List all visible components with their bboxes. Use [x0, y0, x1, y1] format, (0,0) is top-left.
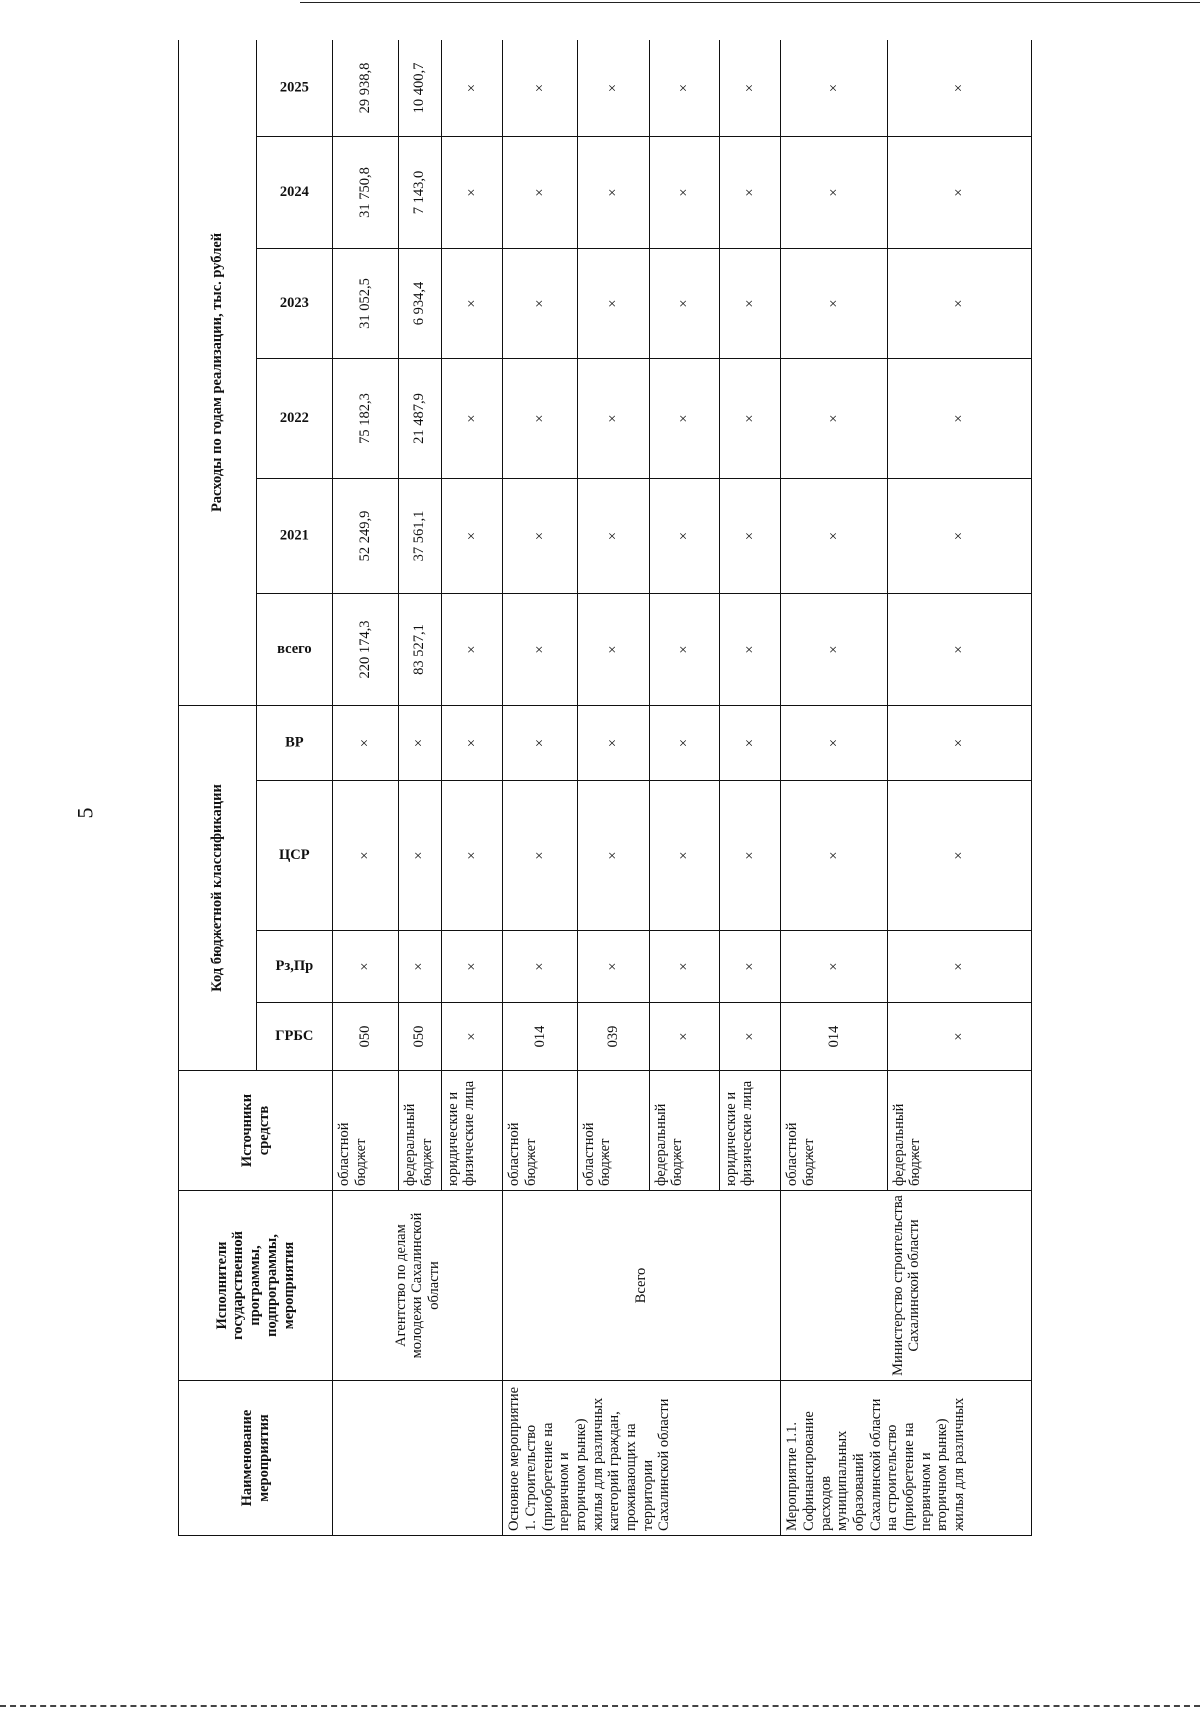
y2021-cell: ×: [503, 479, 577, 594]
header-expenses-group: Расходы по годам реализации, тыс. рублей: [179, 40, 257, 706]
y2024-cell: ×: [441, 137, 503, 249]
y2024-cell: ×: [577, 137, 649, 249]
y2023-cell: 31 052,5: [333, 249, 399, 359]
y2025-cell: ×: [887, 40, 1031, 137]
grbs-cell: 050: [333, 1003, 399, 1071]
vr-cell: ×: [503, 706, 577, 781]
total-cell: ×: [649, 594, 719, 706]
grbs-cell: ×: [719, 1003, 781, 1071]
y2025-cell: ×: [719, 40, 781, 137]
header-grbs: [257, 1003, 333, 1071]
header-2022-text: 2022: [279, 410, 309, 427]
header-2023: [257, 249, 333, 359]
y2022-cell: ×: [441, 359, 503, 479]
grbs-cell: 039: [577, 1003, 649, 1071]
row-name-cell: Основное мероприятие 1. Строительство (приобретение на первичном и вторичном рынке) жилья для различных категорий граждан, проживающих на территории Сахалинской области: [503, 1381, 781, 1536]
rzpr-cell: ×: [887, 931, 1031, 1003]
y2023-cell: ×: [649, 249, 719, 359]
total-cell: 220 174,3: [333, 594, 399, 706]
header-rzpr-text: Рз,Пр: [275, 958, 314, 975]
source-cell: федеральный бюджет: [887, 1071, 1031, 1191]
y2023-cell: ×: [503, 249, 577, 359]
y2022-cell: ×: [649, 359, 719, 479]
total-cell: 83 527,1: [398, 594, 441, 706]
source-cell: юридические и физические лица: [441, 1071, 503, 1191]
y2023-cell: ×: [577, 249, 649, 359]
header-2025: [257, 40, 333, 137]
y2021-cell: 52 249,9: [333, 479, 399, 594]
rzpr-cell: ×: [781, 931, 887, 1003]
csr-cell: ×: [781, 781, 887, 931]
y2022-cell: 21 487,9: [398, 359, 441, 479]
rzpr-cell: ×: [503, 931, 577, 1003]
header-rzpr: [257, 931, 333, 1003]
y2022-cell: ×: [719, 359, 781, 479]
source-cell: юридические и физические лица: [719, 1071, 781, 1191]
header-grbs-text: ГРБС: [275, 1028, 314, 1045]
y2024-cell: ×: [649, 137, 719, 249]
rzpr-cell: ×: [441, 931, 503, 1003]
rzpr-cell: ×: [398, 931, 441, 1003]
vr-cell: ×: [577, 706, 649, 781]
source-cell: областной бюджет: [333, 1071, 399, 1191]
vr-cell: ×: [441, 706, 503, 781]
y2021-cell: ×: [887, 479, 1031, 594]
total-cell: ×: [781, 594, 887, 706]
csr-cell: ×: [441, 781, 503, 931]
rzpr-cell: ×: [333, 931, 399, 1003]
rzpr-cell: ×: [649, 931, 719, 1003]
header-total-text: всего: [277, 641, 312, 658]
executor-cell: Министерство строительства Сахалинской области: [781, 1191, 1032, 1381]
table-row: [333, 40, 399, 1536]
header-code-group: Код бюджетной классификации: [179, 706, 257, 1071]
vr-cell: ×: [398, 706, 441, 781]
header-sources: Источники средств: [179, 1071, 333, 1191]
grbs-cell: 014: [503, 1003, 577, 1071]
y2025-cell: ×: [577, 40, 649, 137]
executor-cell: Всего: [503, 1191, 781, 1381]
y2024-cell: ×: [781, 137, 887, 249]
y2022-cell: ×: [887, 359, 1031, 479]
y2022-cell: ×: [503, 359, 577, 479]
rzpr-cell: ×: [577, 931, 649, 1003]
header-total: [257, 594, 333, 706]
y2021-cell: ×: [441, 479, 503, 594]
vr-cell: ×: [887, 706, 1031, 781]
y2023-cell: ×: [441, 249, 503, 359]
header-csr: [257, 781, 333, 931]
y2025-cell: 29 938,8: [333, 40, 399, 137]
table-row: [503, 40, 577, 1536]
y2025-cell: ×: [503, 40, 577, 137]
y2025-cell: 10 400,7: [398, 40, 441, 137]
total-cell: ×: [577, 594, 649, 706]
y2024-cell: ×: [503, 137, 577, 249]
rotated-table-frame: [178, 40, 1032, 1536]
y2024-cell: ×: [719, 137, 781, 249]
source-cell: областной бюджет: [503, 1071, 577, 1191]
header-name: Наименование мероприятия: [179, 1381, 333, 1536]
header-csr-text: ЦСР: [279, 847, 310, 864]
csr-cell: ×: [577, 781, 649, 931]
csr-cell: ×: [719, 781, 781, 931]
grbs-cell: ×: [649, 1003, 719, 1071]
y2023-cell: 6 934,4: [398, 249, 441, 359]
csr-cell: ×: [398, 781, 441, 931]
header-2021-text: 2021: [279, 527, 309, 544]
header-executors: Исполнители государственной программы, подпрограммы, мероприятия: [179, 1191, 333, 1381]
header-2024: [257, 137, 333, 249]
vr-cell: ×: [333, 706, 399, 781]
grbs-cell: 050: [398, 1003, 441, 1071]
y2022-cell: ×: [781, 359, 887, 479]
source-cell: областной бюджет: [781, 1071, 887, 1191]
y2023-cell: ×: [719, 249, 781, 359]
csr-cell: ×: [503, 781, 577, 931]
vr-cell: ×: [649, 706, 719, 781]
y2021-cell: ×: [649, 479, 719, 594]
csr-cell: ×: [887, 781, 1031, 931]
source-cell: федеральный бюджет: [398, 1071, 441, 1191]
total-cell: ×: [719, 594, 781, 706]
total-cell: ×: [887, 594, 1031, 706]
y2021-cell: ×: [577, 479, 649, 594]
executor-cell: Агентство по делам молодежи Сахалинской области: [333, 1191, 503, 1381]
vr-cell: ×: [781, 706, 887, 781]
vr-cell: ×: [719, 706, 781, 781]
row-name-cell: [333, 1381, 503, 1536]
csr-cell: ×: [649, 781, 719, 931]
table-row: [781, 40, 887, 1536]
grbs-cell: ×: [887, 1003, 1031, 1071]
total-cell: ×: [441, 594, 503, 706]
y2025-cell: ×: [649, 40, 719, 137]
y2025-cell: ×: [441, 40, 503, 137]
y2022-cell: ×: [577, 359, 649, 479]
y2025-cell: ×: [781, 40, 887, 137]
landscape-sheet: [178, 40, 1032, 1536]
total-cell: ×: [503, 594, 577, 706]
header-vr: [257, 706, 333, 781]
header-2025-text: 2025: [279, 79, 309, 96]
header-2024-text: 2024: [279, 184, 309, 201]
csr-cell: ×: [333, 781, 399, 931]
header-2023-text: 2023: [279, 295, 309, 312]
rzpr-cell: ×: [719, 931, 781, 1003]
bottom-edge-rule: [0, 1705, 1200, 1707]
y2023-cell: ×: [781, 249, 887, 359]
top-edge-rule: [300, 2, 1200, 3]
y2024-cell: ×: [887, 137, 1031, 249]
header-vr-text: ВР: [285, 734, 304, 751]
y2022-cell: 75 182,3: [333, 359, 399, 479]
y2021-cell: ×: [719, 479, 781, 594]
budget-table: [178, 40, 1032, 1536]
y2024-cell: 31 750,8: [333, 137, 399, 249]
page-number: 5: [72, 807, 98, 819]
y2021-cell: 37 561,1: [398, 479, 441, 594]
y2024-cell: 7 143,0: [398, 137, 441, 249]
source-cell: областной бюджет: [577, 1071, 649, 1191]
y2021-cell: ×: [781, 479, 887, 594]
header-2021: [257, 479, 333, 594]
header-2022: [257, 359, 333, 479]
row-name-cell: Мероприятие 1.1. Софинансирование расходов муниципальных образований Сахалинской области на строительство (приобретение на первичном и вторичном рынке) жилья для различных: [781, 1381, 1032, 1536]
grbs-cell: 014: [781, 1003, 887, 1071]
y2023-cell: ×: [887, 249, 1031, 359]
source-cell: федеральный бюджет: [649, 1071, 719, 1191]
grbs-cell: ×: [441, 1003, 503, 1071]
